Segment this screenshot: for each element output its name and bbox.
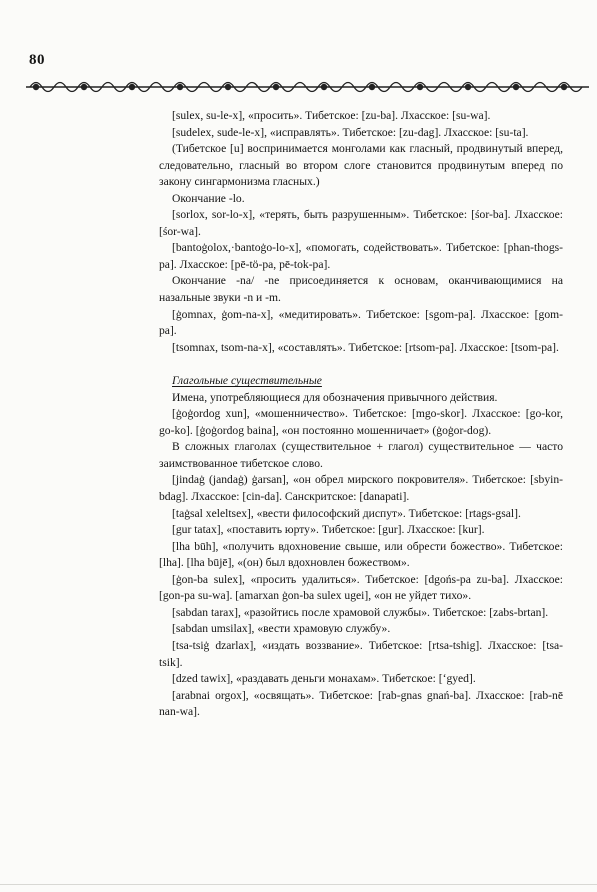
paragraph: Имена, употребляющиеся для обозначения привычного действия.: [172, 390, 498, 404]
page-number: 80: [29, 52, 45, 68]
paragraph: [ġoġordog xun], «мошенничество». Тибетское: [mgo-skor]. Лхасское: [go-kor, go-ko]. [ġoġordog baina], «он постоянно мошенничает» (ġoġor-dog).: [159, 407, 563, 437]
page-body-text: [159, 108, 563, 721]
paragraph: Окончание -lo.: [172, 191, 245, 205]
paragraph: [tsa-tsiġ dzarlax], «издать воззвание». Тибетское: [rtsa-tshig]. Лхасское: [tsa-tsik].: [159, 638, 563, 669]
paragraph: [sudelex, sude-le-x], «исправлять». Тибетское: [zu-dag]. Лхасское: [su-ta].: [172, 125, 529, 139]
paragraph: (Тибетское [u] воспринимается монголами как гласный, продвинутый вперед, следовательно, гласный во втором слоге становится продвинутым вперед по закону сингармонизма гласных.): [159, 142, 563, 189]
decorative-border-ornament: [26, 76, 589, 98]
paragraph: Окончание -na/ -ne присоединяется к основам, оканчивающимися на назальные звуки -n и -m.: [159, 274, 563, 305]
paragraph: [taġsal xeleltsex], «вести философский диспут». Тибетское: [rtags-gsal].: [172, 506, 521, 520]
paragraph: [jindaġ (jandaġ) ġarsan], «он обрел мирского покровителя». Тибетское: [sbyin-bdag]. Лхасское: [cin-da]. Санскритское: [danapati].: [159, 473, 563, 504]
paragraph: [arabnai orgox], «освящать». Тибетское: [rab-gnas gnań-ba]. Лхасское: [rab-nē nan-wa].: [159, 688, 563, 719]
paragraph: [tsomnax, tsom-na-x], «составлять». Тибетское: [rtsom-pa]. Лхасское: [tsom-pa].: [172, 340, 559, 354]
paragraph: [sulex, su-le-x], «просить». Тибетское: [zu-ba]. Лхасское: [su-wa].: [172, 109, 491, 122]
section-heading: Глагольные существительные: [172, 374, 322, 388]
paragraph: В сложных глаголах (существительное + глагол) существительное — часто заимствованное тибетское слово.: [159, 440, 563, 470]
paragraph: [sorlox, sor-lo-x], «терять, быть разрушенным». Тибетское: [śor-ba]. Лхасское: [śor-wa].: [159, 208, 563, 238]
paragraph: [bantoġolox,·bantoġo-lo-x], «помогать, содействовать». Тибетское: [phan-thogs-pa]. Лхасское: [pē-tö-pa, pē-tok-pa].: [159, 241, 563, 271]
paragraph: [dzed tawix], «раздавать деньги монахам». Тибетское: [‘gyed].: [172, 672, 476, 686]
paragraph: [sabdan umsilax], «вести храмовую службу».: [172, 622, 391, 636]
paragraph: [lha būh], «получить вдохновение свыше, или обрести божество». Тибетское: [lha]. [lha būjē], «(он) был вдохновлен божеством».: [159, 539, 563, 570]
paragraph: [sabdan tarax], «разойтись после храмовой службы». Тибетское: [zabs-brtan].: [172, 605, 549, 619]
scan-edge-line: [0, 884, 597, 885]
paragraph: [ġon-ba sulex], «просить удалиться». Тибетское: [dgońs-pa zu-ba]. Лхасское: [gon-pa su-wa]. [amarxan ġon-ba sulex ugei], «он не уйдет тихо».: [159, 572, 563, 603]
paragraph: [gur tatax], «поставить юрту». Тибетское: [gur]. Лхасское: [kur].: [172, 523, 485, 537]
paragraph: [ġomnax, ġom-na-x], «медитировать». Тибетское: [sgom-pa]. Лхасское: [gom-pa].: [159, 307, 563, 338]
